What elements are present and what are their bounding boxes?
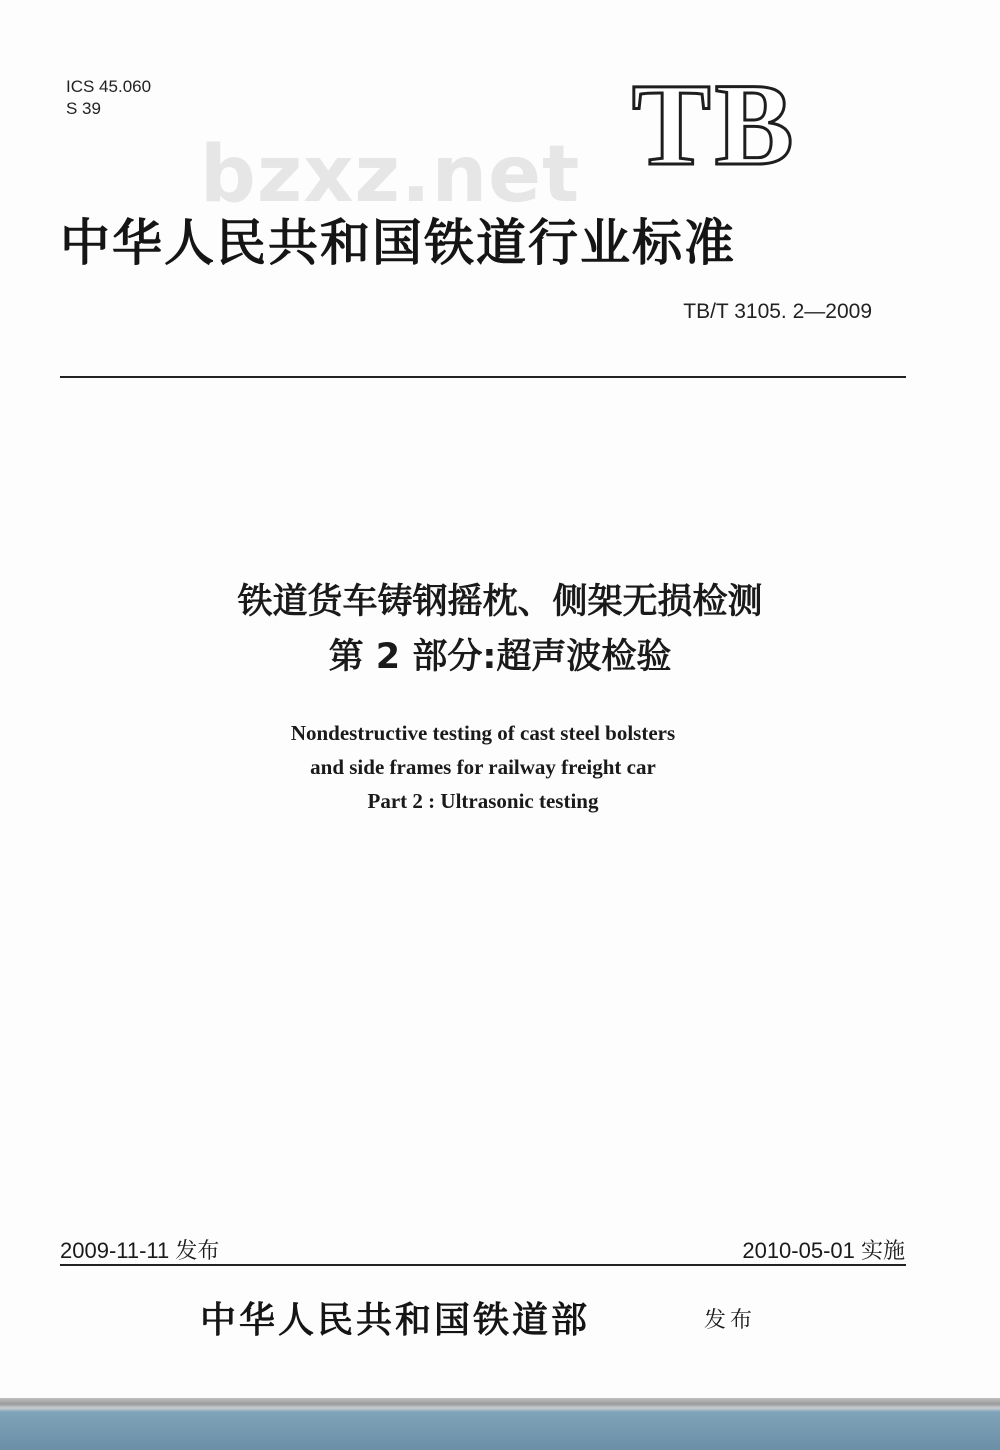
cn-title-line-1: 铁道货车铸钢摇枕、侧架无损检测 [237,582,763,622]
implementation-date: 2010-05-01 实施 [742,1238,905,1263]
en-title-line-3: Part 2 : Ultrasonic testing [367,789,599,813]
classification-codes [66,76,151,120]
watermark: bzxz.net [200,130,581,220]
en-title-line-2: and side frames for railway freight car [310,755,656,779]
issue-date: 2009-11-11 发布 [60,1238,220,1263]
cn-title-line-2: 第 2 部分:超声波检验 [328,637,672,677]
publisher-action: 发布 [704,1308,757,1333]
ics-code: ICS 45.060 [66,77,152,96]
publisher: 中华人民共和国铁道部 [200,1299,591,1341]
bottom-divider [60,1264,906,1266]
tb-logo: TB [632,59,798,190]
standard-number: TB/T 3105. 2—2009 [683,300,872,323]
scan-page-edge [0,1398,1000,1450]
org-title: 中华人民共和国铁道行业标准 [60,213,736,272]
en-title-line-1: Nondestructive testing of cast steel bolsters [290,721,676,745]
ccs-code: S 39 [66,99,101,118]
top-divider [60,376,906,378]
